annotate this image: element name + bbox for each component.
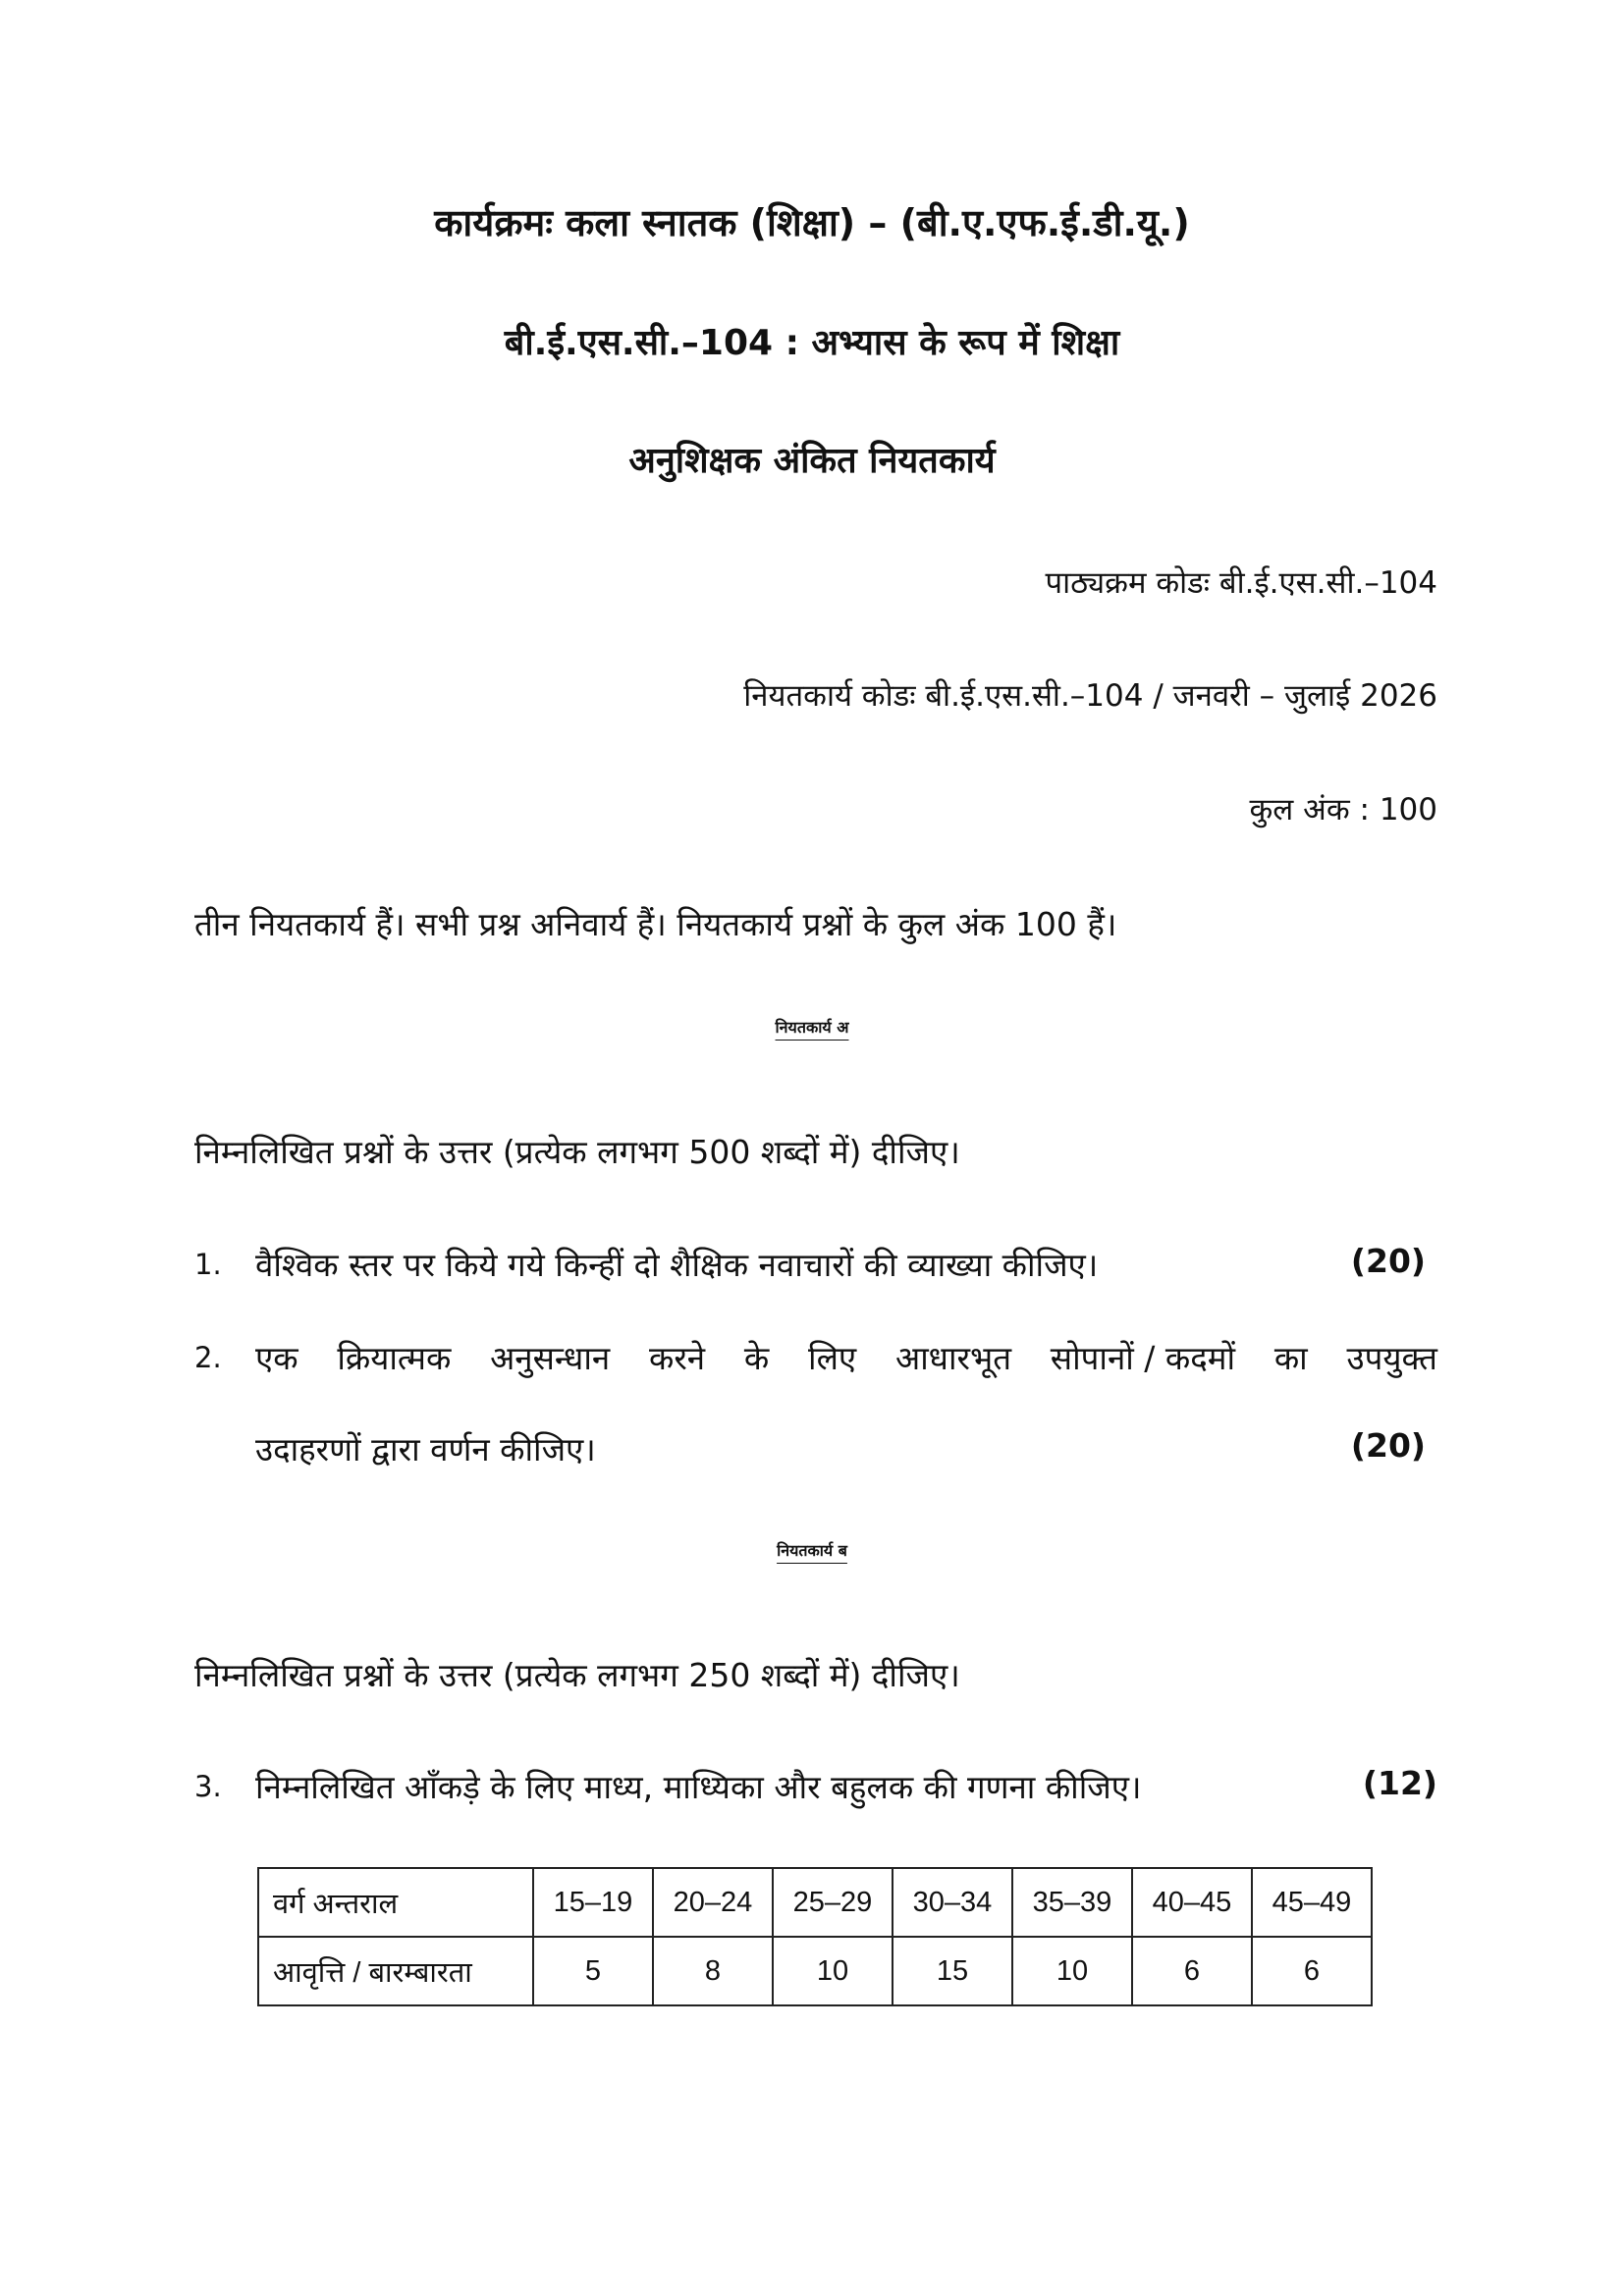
interval-cell: 40–45 bbox=[1132, 1868, 1252, 1937]
general-instructions: तीन नियतकार्य हैं। सभी प्रश्न अनिवार्य हैं। नियतकार्य प्रश्नों के कुल अंक 100 हैं। bbox=[194, 905, 1117, 943]
frequency-cell: 10 bbox=[773, 1937, 893, 2005]
word: क्रियात्मक bbox=[337, 1339, 452, 1377]
word: करने bbox=[648, 1339, 706, 1377]
word: सोपानों / कदमों bbox=[1050, 1339, 1236, 1377]
interval-cell: 30–34 bbox=[893, 1868, 1012, 1937]
question-number: 1. bbox=[194, 1248, 222, 1281]
course-code: पाठ्यक्रम कोडः बी.ई.एस.सी.–104 bbox=[1045, 565, 1437, 601]
word: एक bbox=[255, 1339, 298, 1377]
word: के bbox=[743, 1339, 770, 1377]
word: लिए bbox=[808, 1339, 857, 1377]
question-marks: (12) bbox=[1362, 1764, 1437, 1802]
interval-cell: 35–39 bbox=[1012, 1868, 1132, 1937]
frequency-cell: 6 bbox=[1252, 1937, 1372, 2005]
section-a-instruction: निम्नलिखित प्रश्नों के उत्तर (प्रत्येक लगभग 500 शब्दों में) दीजिए। bbox=[194, 1133, 960, 1171]
course-title: बी.ई.एस.सी.–104 : अभ्यास के रूप में शिक्षा bbox=[504, 323, 1120, 363]
interval-cell: 25–29 bbox=[773, 1868, 893, 1937]
question-marks: (20) bbox=[1350, 1426, 1426, 1465]
question-text-line-2: उदाहरणों द्वारा वर्णन कीजिए। bbox=[255, 1430, 596, 1468]
section-a-title: नियतकार्य अ bbox=[775, 1018, 849, 1037]
total-marks: कुल अंक : 100 bbox=[1249, 792, 1437, 828]
section-b-heading bbox=[0, 1539, 1624, 1561]
frequency-table bbox=[257, 1867, 1373, 2006]
interval-cell: 45–49 bbox=[1252, 1868, 1372, 1937]
table-row bbox=[258, 1868, 1372, 1937]
question-number: 2. bbox=[194, 1341, 222, 1374]
question-text-line-1 bbox=[255, 1335, 1437, 1379]
table-row bbox=[258, 1937, 1372, 2005]
question-text: निम्नलिखित आँकड़े के लिए माध्य, माध्यिका और बहुलक की गणना कीजिए। bbox=[255, 1768, 1142, 1806]
frequency-cell: 8 bbox=[653, 1937, 773, 2005]
programme-heading: कार्यक्रमः कला स्नातक (शिक्षा) – (बी.ए.एफ.ई.डी.यू.) bbox=[434, 201, 1190, 244]
section-b-instruction: निम्नलिखित प्रश्नों के उत्तर (प्रत्येक लगभग 250 शब्दों में) दीजिए। bbox=[194, 1656, 960, 1694]
frequency-cell: 5 bbox=[533, 1937, 653, 2005]
assignment-code: नियतकार्य कोडः बी.ई.एस.सी.–104 / जनवरी – जुलाई 2026 bbox=[743, 678, 1437, 714]
question-number: 3. bbox=[194, 1770, 222, 1803]
row-label: आवृत्ति / बारम्बारता bbox=[258, 1937, 533, 2005]
word: अनुसन्धान bbox=[490, 1339, 611, 1377]
frequency-cell: 15 bbox=[893, 1937, 1012, 2005]
row-label: वर्ग अन्तराल bbox=[258, 1868, 533, 1937]
frequency-cell: 6 bbox=[1132, 1937, 1252, 2005]
word: का bbox=[1273, 1339, 1308, 1377]
interval-cell: 20–24 bbox=[653, 1868, 773, 1937]
interval-cell: 15–19 bbox=[533, 1868, 653, 1937]
frequency-cell: 10 bbox=[1012, 1937, 1132, 2005]
question-marks: (20) bbox=[1350, 1242, 1426, 1280]
document-title: अनुशिक्षक अंकित नियतकार्य bbox=[628, 441, 996, 481]
section-b-title: नियतकार्य ब bbox=[777, 1541, 847, 1560]
word: उपयुक्त bbox=[1346, 1339, 1437, 1377]
question-text: वैश्विक स्तर पर किये गये किन्हीं दो शैक्षिक नवाचारों की व्याख्या कीजिए। bbox=[255, 1246, 1099, 1284]
word: आधारभूत bbox=[894, 1339, 1012, 1377]
section-a-heading bbox=[0, 1016, 1624, 1038]
